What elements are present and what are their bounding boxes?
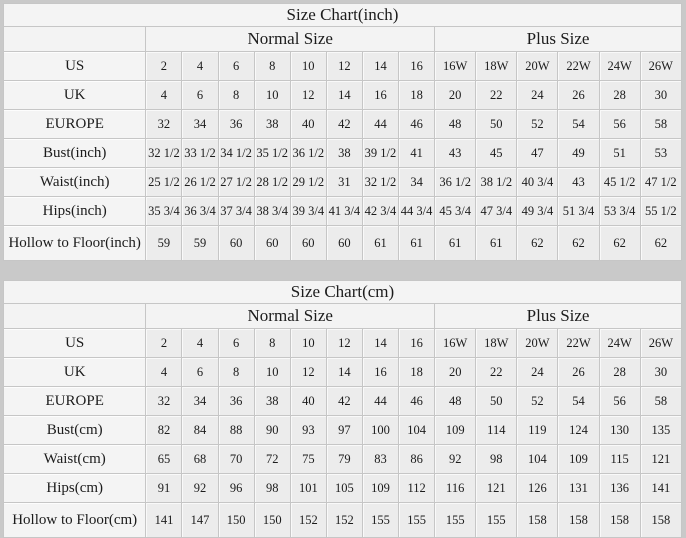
size-value-cell: 152: [290, 503, 326, 538]
size-value-cell: 91: [146, 474, 182, 503]
size-value-cell: 36 3/4: [182, 197, 218, 226]
size-value-cell: 42: [326, 387, 362, 416]
size-value-cell: 92: [182, 474, 218, 503]
table-row-bust-inch: [4, 139, 682, 168]
row-label-hollow-to-floor-inch: Hollow to Floor(inch): [4, 226, 146, 261]
size-value-cell: 6: [182, 358, 218, 387]
size-value-cell: 90: [254, 416, 290, 445]
size-value-cell: 31: [326, 168, 362, 197]
row-label-waist-cm: Waist(cm): [4, 445, 146, 474]
size-value-cell: 82: [146, 416, 182, 445]
size-value-cell: 26: [558, 81, 599, 110]
group-header-row: [4, 304, 682, 329]
size-value-cell: 22W: [558, 52, 599, 81]
size-value-cell: 26: [558, 358, 599, 387]
size-value-cell: 10: [254, 81, 290, 110]
plus-size-header: Plus Size: [435, 304, 682, 329]
size-value-cell: 4: [146, 358, 182, 387]
size-value-cell: 93: [290, 416, 326, 445]
size-value-cell: 41 3/4: [326, 197, 362, 226]
size-value-cell: 18: [399, 358, 435, 387]
size-value-cell: 24W: [599, 52, 640, 81]
size-value-cell: 36 1/2: [290, 139, 326, 168]
size-value-cell: 92: [435, 445, 476, 474]
size-value-cell: 130: [599, 416, 640, 445]
row-label-europe: EUROPE: [4, 110, 146, 139]
size-value-cell: 86: [399, 445, 435, 474]
size-value-cell: 32: [146, 387, 182, 416]
table-row-waist-cm: [4, 445, 682, 474]
size-value-cell: 4: [146, 81, 182, 110]
size-value-cell: 45: [476, 139, 517, 168]
row-label-us: US: [4, 52, 146, 81]
row-label-bust-inch: Bust(inch): [4, 139, 146, 168]
size-value-cell: 135: [640, 416, 681, 445]
size-value-cell: 121: [476, 474, 517, 503]
size-value-cell: 141: [640, 474, 681, 503]
size-value-cell: 48: [435, 110, 476, 139]
size-value-cell: 10: [254, 358, 290, 387]
size-value-cell: 2: [146, 52, 182, 81]
plus-size-header: Plus Size: [435, 27, 682, 52]
size-value-cell: 38 1/2: [476, 168, 517, 197]
size-value-cell: 36: [218, 387, 254, 416]
corner-blank-cell: [4, 27, 146, 52]
size-chart-table-size-chart-cm: [3, 280, 682, 538]
size-value-cell: 116: [435, 474, 476, 503]
size-value-cell: 75: [290, 445, 326, 474]
size-value-cell: 58: [640, 387, 681, 416]
table-row-hips-inch: [4, 197, 682, 226]
size-value-cell: 25 1/2: [146, 168, 182, 197]
size-value-cell: 20: [435, 81, 476, 110]
size-value-cell: 50: [476, 387, 517, 416]
size-value-cell: 44: [362, 110, 398, 139]
size-value-cell: 60: [290, 226, 326, 261]
size-value-cell: 150: [218, 503, 254, 538]
row-label-hips-inch: Hips(inch): [4, 197, 146, 226]
size-value-cell: 56: [599, 387, 640, 416]
size-value-cell: 14: [326, 81, 362, 110]
size-value-cell: 29 1/2: [290, 168, 326, 197]
table-row-waist-inch: [4, 168, 682, 197]
size-value-cell: 6: [218, 52, 254, 81]
size-value-cell: 16W: [435, 329, 476, 358]
size-chart-table-size-chart-inch: [3, 3, 682, 261]
size-value-cell: 59: [146, 226, 182, 261]
size-value-cell: 46: [399, 110, 435, 139]
corner-blank-cell: [4, 304, 146, 329]
size-value-cell: 72: [254, 445, 290, 474]
size-value-cell: 126: [517, 474, 558, 503]
size-value-cell: 4: [182, 52, 218, 81]
size-value-cell: 38: [326, 139, 362, 168]
table-row-bust-cm: [4, 416, 682, 445]
size-value-cell: 24: [517, 358, 558, 387]
size-value-cell: 109: [362, 474, 398, 503]
size-value-cell: 22: [476, 358, 517, 387]
size-value-cell: 28: [599, 358, 640, 387]
size-value-cell: 47: [517, 139, 558, 168]
size-value-cell: 155: [476, 503, 517, 538]
size-value-cell: 50: [476, 110, 517, 139]
table-row-uk: [4, 358, 682, 387]
size-value-cell: 16W: [435, 52, 476, 81]
size-value-cell: 45 1/2: [599, 168, 640, 197]
size-value-cell: 109: [558, 445, 599, 474]
size-value-cell: 147: [182, 503, 218, 538]
size-value-cell: 6: [218, 329, 254, 358]
size-value-cell: 58: [640, 110, 681, 139]
title-row: [4, 4, 682, 27]
table-row-hollow-to-floor-inch: [4, 226, 682, 261]
size-value-cell: 18: [399, 81, 435, 110]
table-row-hollow-to-floor-cm: [4, 503, 682, 538]
size-value-cell: 37 3/4: [218, 197, 254, 226]
size-value-cell: 32 1/2: [146, 139, 182, 168]
size-value-cell: 12: [326, 52, 362, 81]
title-row: [4, 281, 682, 304]
size-value-cell: 155: [435, 503, 476, 538]
size-value-cell: 61: [399, 226, 435, 261]
size-value-cell: 48: [435, 387, 476, 416]
size-value-cell: 28: [599, 81, 640, 110]
size-value-cell: 14: [326, 358, 362, 387]
size-value-cell: 54: [558, 387, 599, 416]
size-value-cell: 104: [517, 445, 558, 474]
size-value-cell: 59: [182, 226, 218, 261]
size-value-cell: 2: [146, 329, 182, 358]
row-label-bust-cm: Bust(cm): [4, 416, 146, 445]
size-value-cell: 20: [435, 358, 476, 387]
size-value-cell: 40: [290, 387, 326, 416]
table-row-europe: [4, 110, 682, 139]
size-value-cell: 46: [399, 387, 435, 416]
size-value-cell: 100: [362, 416, 398, 445]
size-value-cell: 60: [218, 226, 254, 261]
size-value-cell: 119: [517, 416, 558, 445]
size-value-cell: 39 3/4: [290, 197, 326, 226]
size-value-cell: 41: [399, 139, 435, 168]
size-value-cell: 55 1/2: [640, 197, 681, 226]
size-value-cell: 44: [362, 387, 398, 416]
size-value-cell: 34 1/2: [218, 139, 254, 168]
table-title: Size Chart(inch): [4, 4, 682, 27]
size-value-cell: 60: [254, 226, 290, 261]
group-header-row: [4, 27, 682, 52]
size-value-cell: 38: [254, 387, 290, 416]
size-value-cell: 61: [435, 226, 476, 261]
size-value-cell: 158: [558, 503, 599, 538]
size-value-cell: 10: [290, 52, 326, 81]
size-value-cell: 62: [517, 226, 558, 261]
size-value-cell: 49: [558, 139, 599, 168]
table-row-us: [4, 52, 682, 81]
size-value-cell: 26 1/2: [182, 168, 218, 197]
size-value-cell: 8: [218, 81, 254, 110]
size-value-cell: 24: [517, 81, 558, 110]
size-value-cell: 131: [558, 474, 599, 503]
row-label-uk: UK: [4, 358, 146, 387]
size-value-cell: 62: [640, 226, 681, 261]
table-title: Size Chart(cm): [4, 281, 682, 304]
size-value-cell: 141: [146, 503, 182, 538]
table-row-europe: [4, 387, 682, 416]
size-value-cell: 20W: [517, 329, 558, 358]
size-value-cell: 61: [476, 226, 517, 261]
size-value-cell: 83: [362, 445, 398, 474]
size-value-cell: 20W: [517, 52, 558, 81]
size-value-cell: 26W: [640, 52, 681, 81]
size-value-cell: 32 1/2: [362, 168, 398, 197]
size-value-cell: 12: [326, 329, 362, 358]
size-value-cell: 4: [182, 329, 218, 358]
size-value-cell: 52: [517, 110, 558, 139]
size-value-cell: 68: [182, 445, 218, 474]
size-value-cell: 12: [290, 358, 326, 387]
size-value-cell: 155: [399, 503, 435, 538]
size-value-cell: 62: [558, 226, 599, 261]
size-value-cell: 51 3/4: [558, 197, 599, 226]
size-value-cell: 36: [218, 110, 254, 139]
size-value-cell: 61: [362, 226, 398, 261]
normal-size-header: Normal Size: [146, 27, 435, 52]
size-value-cell: 43: [558, 168, 599, 197]
table-row-us: [4, 329, 682, 358]
size-value-cell: 16: [362, 81, 398, 110]
size-value-cell: 22: [476, 81, 517, 110]
size-value-cell: 34: [182, 387, 218, 416]
size-value-cell: 8: [218, 358, 254, 387]
size-value-cell: 49 3/4: [517, 197, 558, 226]
size-value-cell: 105: [326, 474, 362, 503]
size-value-cell: 18W: [476, 52, 517, 81]
size-value-cell: 42: [326, 110, 362, 139]
size-value-cell: 96: [218, 474, 254, 503]
size-value-cell: 10: [290, 329, 326, 358]
size-value-cell: 62: [599, 226, 640, 261]
size-value-cell: 158: [599, 503, 640, 538]
size-value-cell: 38 3/4: [254, 197, 290, 226]
size-value-cell: 47 3/4: [476, 197, 517, 226]
size-value-cell: 33 1/2: [182, 139, 218, 168]
size-value-cell: 27 1/2: [218, 168, 254, 197]
size-value-cell: 97: [326, 416, 362, 445]
size-value-cell: 26W: [640, 329, 681, 358]
size-value-cell: 36 1/2: [435, 168, 476, 197]
table-row-hips-cm: [4, 474, 682, 503]
size-value-cell: 52: [517, 387, 558, 416]
size-value-cell: 43: [435, 139, 476, 168]
size-value-cell: 34: [399, 168, 435, 197]
size-value-cell: 16: [362, 358, 398, 387]
size-value-cell: 40: [290, 110, 326, 139]
row-label-hollow-to-floor-cm: Hollow to Floor(cm): [4, 503, 146, 538]
size-value-cell: 38: [254, 110, 290, 139]
size-value-cell: 16: [399, 52, 435, 81]
size-value-cell: 35 3/4: [146, 197, 182, 226]
size-value-cell: 56: [599, 110, 640, 139]
row-label-hips-cm: Hips(cm): [4, 474, 146, 503]
size-value-cell: 6: [182, 81, 218, 110]
size-value-cell: 53: [640, 139, 681, 168]
size-value-cell: 150: [254, 503, 290, 538]
size-value-cell: 155: [362, 503, 398, 538]
size-value-cell: 136: [599, 474, 640, 503]
size-value-cell: 44 3/4: [399, 197, 435, 226]
size-value-cell: 124: [558, 416, 599, 445]
size-value-cell: 18W: [476, 329, 517, 358]
size-value-cell: 8: [254, 52, 290, 81]
size-value-cell: 121: [640, 445, 681, 474]
size-value-cell: 30: [640, 358, 681, 387]
size-value-cell: 104: [399, 416, 435, 445]
size-value-cell: 112: [399, 474, 435, 503]
row-label-europe: EUROPE: [4, 387, 146, 416]
size-value-cell: 12: [290, 81, 326, 110]
normal-size-header: Normal Size: [146, 304, 435, 329]
size-value-cell: 65: [146, 445, 182, 474]
size-value-cell: 14: [362, 52, 398, 81]
row-label-uk: UK: [4, 81, 146, 110]
size-value-cell: 84: [182, 416, 218, 445]
size-value-cell: 114: [476, 416, 517, 445]
size-value-cell: 88: [218, 416, 254, 445]
size-value-cell: 32: [146, 110, 182, 139]
size-value-cell: 28 1/2: [254, 168, 290, 197]
size-value-cell: 54: [558, 110, 599, 139]
size-value-cell: 24W: [599, 329, 640, 358]
size-value-cell: 22W: [558, 329, 599, 358]
table-row-uk: [4, 81, 682, 110]
size-value-cell: 42 3/4: [362, 197, 398, 226]
size-value-cell: 35 1/2: [254, 139, 290, 168]
size-value-cell: 14: [362, 329, 398, 358]
size-value-cell: 115: [599, 445, 640, 474]
size-value-cell: 60: [326, 226, 362, 261]
row-label-waist-inch: Waist(inch): [4, 168, 146, 197]
row-label-us: US: [4, 329, 146, 358]
size-value-cell: 51: [599, 139, 640, 168]
size-value-cell: 30: [640, 81, 681, 110]
size-value-cell: 39 1/2: [362, 139, 398, 168]
size-value-cell: 158: [517, 503, 558, 538]
size-value-cell: 53 3/4: [599, 197, 640, 226]
size-value-cell: 34: [182, 110, 218, 139]
size-value-cell: 98: [476, 445, 517, 474]
size-value-cell: 16: [399, 329, 435, 358]
size-value-cell: 45 3/4: [435, 197, 476, 226]
size-value-cell: 47 1/2: [640, 168, 681, 197]
size-value-cell: 8: [254, 329, 290, 358]
size-value-cell: 101: [290, 474, 326, 503]
size-value-cell: 152: [326, 503, 362, 538]
size-value-cell: 70: [218, 445, 254, 474]
size-value-cell: 40 3/4: [517, 168, 558, 197]
size-value-cell: 109: [435, 416, 476, 445]
size-value-cell: 98: [254, 474, 290, 503]
size-value-cell: 79: [326, 445, 362, 474]
size-value-cell: 158: [640, 503, 681, 538]
